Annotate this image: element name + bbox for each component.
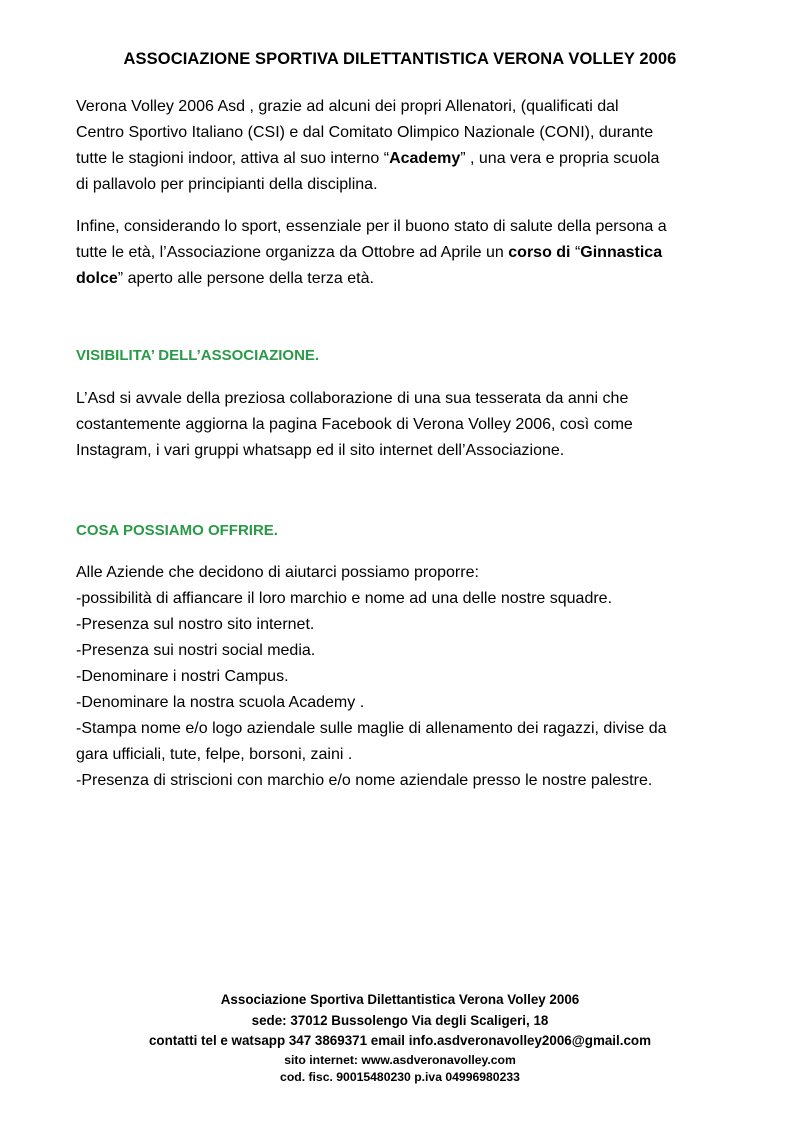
list-item: -Presenza sul nostro sito internet. (76, 616, 315, 633)
list-item: -Presenza di striscioni con marchio e/o nome aziendale presso le nostre palestre. (76, 772, 653, 789)
list-item: -Stampa nome e/o logo aziendale sulle maglie di allenamento dei ragazzi, divise da (76, 720, 667, 737)
footer-tax-codes: cod. fisc. 90015480230 p.iva 04996980233 (280, 1070, 520, 1084)
text-line: Instagram, i vari gruppi whatsapp ed il sito internet dell’Associazione. (76, 442, 565, 459)
intro-paragraph-2 (76, 214, 726, 292)
ginnastica-emphasis: Ginnastica (580, 244, 663, 261)
dolce-emphasis: dolce (76, 270, 118, 287)
course-emphasis: corso di (508, 244, 571, 261)
page-title: ASSOCIAZIONE SPORTIVA DILETTANTISTICA VERONA VOLLEY 2006 (123, 50, 677, 68)
section-heading-visibility: VISIBILITA’ DELL’ASSOCIAZIONE. (76, 347, 320, 364)
text-line: costantemente aggiorna la pagina Facebook di Verona Volley 2006, così come (76, 416, 633, 433)
text-segment: ” , una vera e propria scuola (460, 150, 660, 167)
text-line: di pallavolo per principianti della disciplina. (76, 176, 378, 193)
text-segment: ” aperto alle persone della terza età. (117, 270, 374, 287)
text-line (76, 146, 726, 172)
list-item: -Denominare la nostra scuola Academy . (76, 694, 365, 711)
footer-address: sede: 37012 Bussolengo Via degli Scaligeri, 18 (251, 1012, 549, 1028)
list-item: -Presenza sui nostri social media. (76, 642, 316, 659)
text-line: Centro Sportivo Italiano (CSI) e dal Comitato Olimpico Nazionale (CONI), durante (76, 124, 654, 141)
list-item: -Denominare i nostri Campus. (76, 668, 289, 685)
list-item: gara ufficiali, tute, felpe, borsoni, zaini . (76, 746, 353, 763)
offer-list (76, 560, 726, 794)
text-segment: tutte le stagioni indoor, attiva al suo interno “ (76, 150, 390, 167)
footer (0, 990, 800, 1087)
footer-website: sito internet: www.asdveronavolley.com (284, 1052, 516, 1067)
text-segment: tutte le età, l’Associazione organizza da Ottobre ad Aprile un (76, 244, 509, 261)
text-segment: “ (570, 244, 581, 261)
footer-name: Associazione Sportiva Dilettantistica Verona Volley 2006 (220, 992, 580, 1007)
intro-paragraph-1 (76, 94, 726, 198)
text-line (76, 266, 726, 292)
offer-intro: Alle Aziende che decidono di aiutarci possiamo proporre: (76, 564, 479, 581)
visibility-paragraph (76, 386, 726, 464)
text-line (76, 240, 726, 266)
text-line: L’Asd si avvale della preziosa collaborazione di una sua tesserata da anni che (76, 390, 629, 407)
list-item: -possibilità di affiancare il loro marchio e nome ad una delle nostre squadre. (76, 590, 613, 607)
section-heading-offer: COSA POSSIAMO OFFRIRE. (76, 522, 278, 539)
footer-contacts: contatti tel e watsapp 347 3869371 email info.asdveronavolley2006@gmail.com (148, 1033, 652, 1048)
text-line: Infine, considerando lo sport, essenziale per il buono stato di salute della persona a (76, 218, 667, 235)
text-line: Verona Volley 2006 Asd , grazie ad alcuni dei propri Allenatori, (qualificati dal (76, 98, 619, 115)
academy-emphasis: Academy (389, 150, 461, 167)
